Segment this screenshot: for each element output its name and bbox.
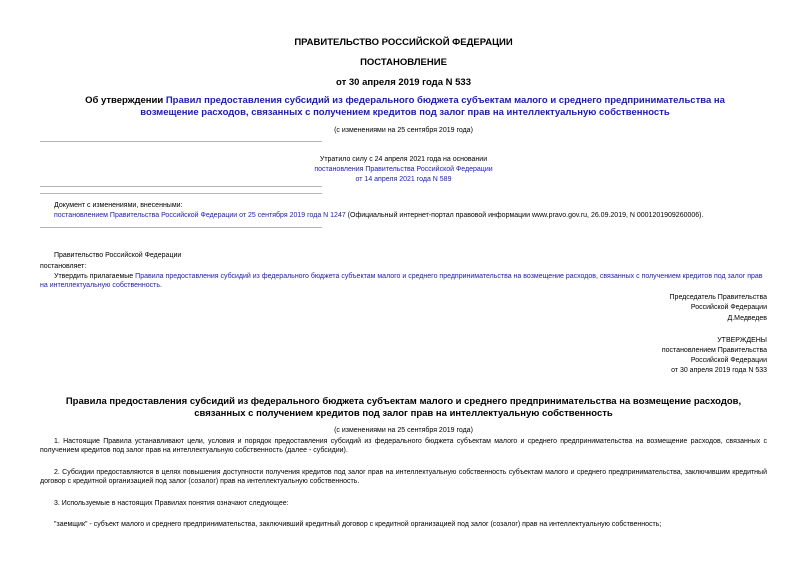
rules-paragraph-1: 1. Настоящие Правила устанавливают цели, условия и порядок предоставления субсидий из федерального бюджета субъектам малого и среднего предпринимательства на возмещение расходов, связанных с получением кредитов под залог прав на интеллектуальную собственность (далее - субсидии). [40,438,767,454]
government-heading: ПРАВИТЕЛЬСТВО РОССИЙСКОЙ ФЕДЕРАЦИИ [294,37,513,48]
title-prefix: Об утверждении [85,95,166,106]
title-link[interactable]: Правил предоставления субсидий из федерального бюджета субъектам малого и среднего предпринимательства на возмещение расходов, связанных с получением кредитов под залог прав на интеллектуальную собственность [140,95,725,118]
invalidated-text: Утратило силу с 24 апреля 2021 года на основании [319,156,488,163]
rules-amended-note: (с изменениями на 25 сентября 2019 года) [334,427,473,434]
separator-line [40,186,322,187]
approve-rules-link[interactable]: Правила предоставления субсидий из федерального бюджета субъектам малого и среднего предпринимательства на возмещение расходов, связанных с получением кредитов под залог прав на интеллектуальную собственность [40,273,763,289]
invalidated-decree-date-link[interactable]: от 14 апреля 2021 года N 589 [355,176,452,183]
signature-country: Российской Федерации [690,304,767,311]
approved-date-number: от 30 апреля 2019 года N 533 [671,367,767,374]
amendment-source: (Официальный интернет-портал правовой информации www.pravo.gov.ru, 26.09.2019, N 0001201909260006). [345,212,704,219]
decree-government: Правительство Российской Федерации [54,252,182,259]
separator-line [40,227,322,228]
approve-prefix: Утвердить прилагаемые [54,273,136,280]
rules-title: Правила предоставления субсидий из федерального бюджета субъектам малого и среднего предпринимательства на возмещение расходов, связанных с получением кредитов под залог прав на интеллектуальную собственность [65,396,742,419]
approved-heading: УТВЕРЖДЕНЫ [717,337,767,344]
decree-approve-paragraph: Утвердить прилагаемые Правила предоставления субсидий из федерального бюджета субъектам малого и среднего предпринимательства на возмещение расходов, связанных с получением кредитов под залог прав на интеллектуальную собственность. [40,273,763,289]
signature-title: Председатель Правительства [669,294,767,301]
rules-paragraph-4: "заемщик" - субъект малого и среднего предпринимательства, заключивший кредитный договор с кредитной организацией под залог (созалог) прав на интеллектуальную собственность; [54,521,662,528]
approved-by: постановлением Правительства [661,347,767,354]
invalidated-decree-link[interactable]: постановления Правительства Российской Федерации [314,166,493,173]
separator-line [40,193,322,194]
rules-paragraph-3: 3. Используемые в настоящих Правилах понятия означают следующее: [54,500,289,507]
document-title [55,95,755,119]
amendments-line [54,211,774,220]
document-type: ПОСТАНОВЛЕНИЕ [360,57,447,68]
invalidated-link2-row [0,175,807,184]
document-date-number: от 30 апреля 2019 года N 533 [336,77,471,88]
approved-country: Российской Федерации [690,357,767,364]
amendments-label: Документ с изменениями, внесенными: [54,202,183,209]
signature-name: Д.Медведев [727,315,767,322]
separator-line [40,141,322,142]
invalidated-link1-row [0,165,807,174]
rules-paragraph-2: 2. Субсидии предоставляются в целях повышения доступности получения кредитов под залог прав на интеллектуальную собственность субъектам малого и среднего предпринимательства, заключившим кредитный договор с кредитной организацией под залог (созалог) прав на интеллектуальную собственность. [40,469,767,485]
decree-resolves: постановляет: [40,263,87,270]
amendment-decree-link[interactable]: постановлением Правительства Российской Федерации от 25 сентября 2019 года N 1247 [54,212,346,219]
amended-note: (с изменениями на 25 сентября 2019 года) [334,127,473,134]
